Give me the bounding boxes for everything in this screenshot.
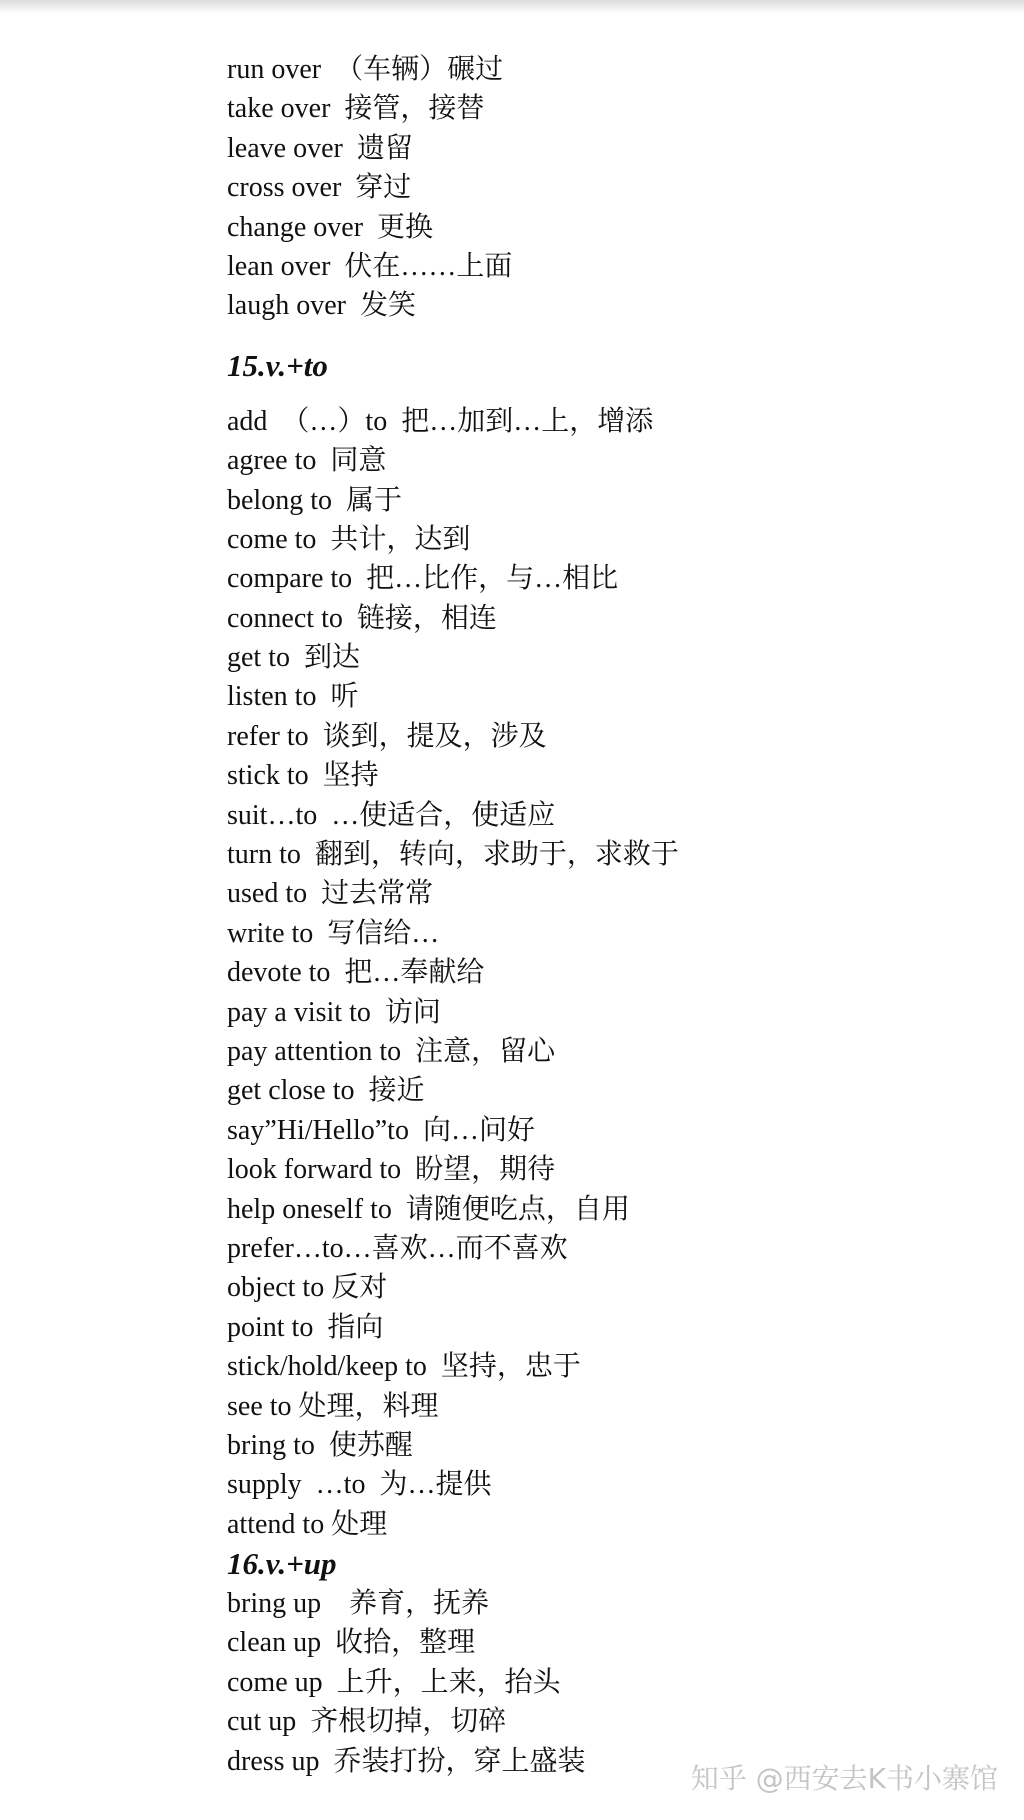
phrase-item: look forward to 盼望，期待 [227, 1154, 556, 1186]
phrase-item: pay attention to 注意，留心 [227, 1035, 556, 1067]
phrase-item: suit…to …使适合，使适应 [227, 799, 556, 831]
phrase-item: laugh over 发笑 [227, 290, 416, 322]
phrase-item: connect to 链接，相连 [227, 602, 497, 634]
phrase-item: point to 指向 [227, 1311, 384, 1343]
phrase-item: compare to 把…比作，与…相比 [227, 563, 619, 595]
phrase-item: get to 到达 [227, 642, 360, 674]
phrase-item: take over 接管，接替 [227, 93, 485, 125]
section-heading-to: 15.v.+to [227, 347, 328, 383]
phrase-item: belong to 属于 [227, 484, 402, 516]
phrase-item: write to 写信给… [227, 917, 440, 949]
phrase-item: come up 上升，上来，抬头 [227, 1666, 561, 1698]
phrase-item: turn to 翻到，转向，求助于，求救于 [227, 839, 679, 871]
phrase-item: bring to 使苏醒 [227, 1429, 413, 1461]
phrase-item: attend to 处理 [227, 1508, 388, 1540]
phrase-item: get close to 接近 [227, 1075, 425, 1107]
zhihu-watermark: 知乎 @西安去K书小寨馆 [690, 1762, 998, 1795]
phrase-list-over [227, 50, 987, 326]
phrase-item: bring up 养育，抚养 [227, 1588, 490, 1620]
scan-top-edge [0, 0, 1024, 14]
phrase-item: cross over 穿过 [227, 172, 412, 204]
phrase-item: clean up 收拾，整理 [227, 1627, 476, 1659]
phrase-item: prefer…to…喜欢…而不喜欢 [227, 1232, 568, 1264]
phrase-item: refer to 谈到，提及，涉及 [227, 720, 547, 752]
phrase-item: agree to 同意 [227, 445, 387, 477]
phrase-item: devote to 把…奉献给 [227, 957, 485, 989]
phrase-list-to [227, 402, 987, 1544]
phrase-item: change over 更换 [227, 211, 434, 243]
phrase-item: say”Hi/Hello”to 向…问好 [227, 1114, 535, 1146]
phrase-item: see to 处理，料理 [227, 1390, 439, 1422]
phrase-item: cut up 齐根切掉，切碎 [227, 1706, 507, 1738]
phrase-item: stick to 坚持 [227, 760, 379, 792]
phrase-item: come to 共计，达到 [227, 523, 471, 555]
phrase-item: supply …to 为…提供 [227, 1469, 492, 1501]
phrase-item: help oneself to 请随便吃点，自用 [227, 1193, 630, 1225]
phrase-item: leave over 遗留 [227, 132, 413, 164]
phrase-item: run over （车辆）碾过 [227, 54, 504, 85]
phrase-item: object to 反对 [227, 1272, 388, 1304]
phrase-item: lean over 伏在……上面 [227, 250, 513, 282]
phrase-item: stick/hold/keep to 坚持，忠于 [227, 1351, 581, 1383]
phrase-item: add （…）to 把…加到…上，增添 [227, 405, 654, 437]
phrase-item: listen to 听 [227, 681, 359, 713]
phrase-list-up [227, 1584, 987, 1781]
phrase-item: dress up 乔装打扮，穿上盛装 [227, 1745, 586, 1777]
section-heading-up: 16.v.+up [227, 1546, 337, 1582]
phrase-item: used to 过去常常 [227, 878, 434, 910]
document-page [227, 50, 987, 1781]
phrase-item: pay a visit to 访问 [227, 996, 441, 1028]
